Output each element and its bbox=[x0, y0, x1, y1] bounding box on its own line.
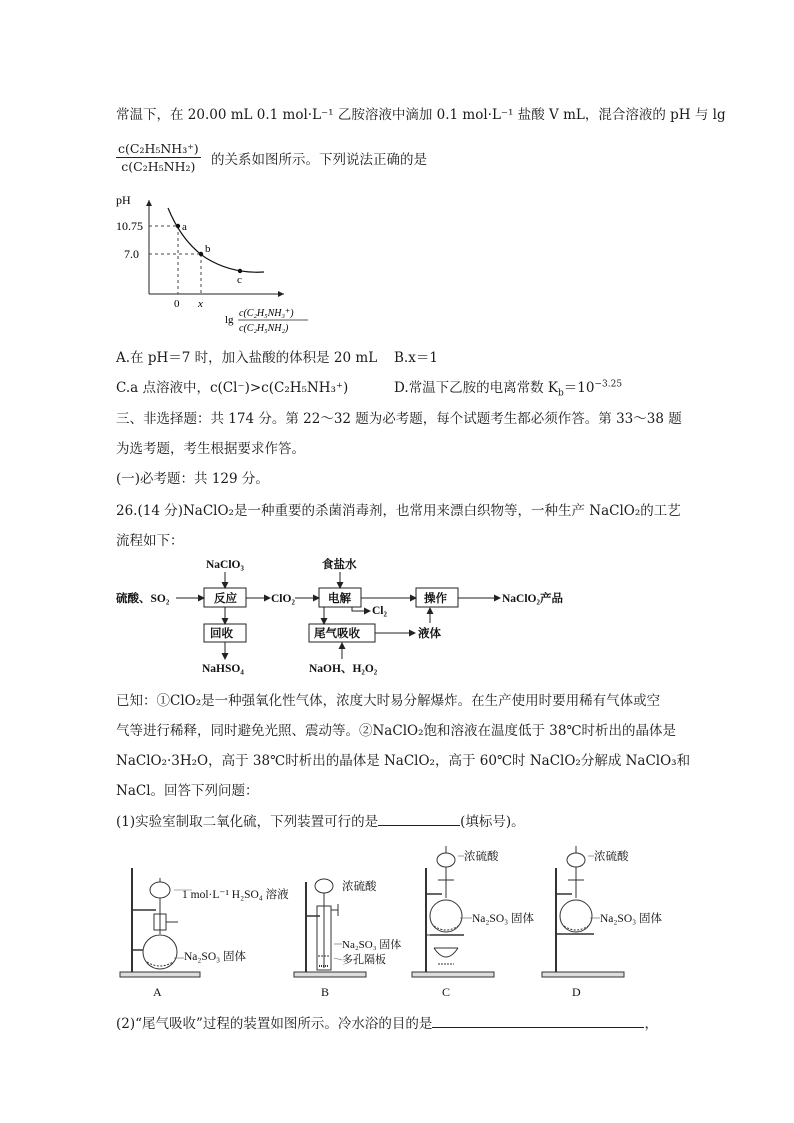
ph-curve bbox=[168, 208, 264, 272]
x-axis-label-numerator: c(C₂H₅NH₃⁺) bbox=[239, 308, 294, 319]
option-d-text: D.常温下乙胺的电离常数 K bbox=[394, 380, 559, 396]
section-heading-line: 三、非选择题：共 174 分。第 22～32 题为必考题，每个试题考生都必须作答。第 33～38 题 bbox=[116, 411, 682, 427]
apparatus-a-solid: Na₂SO₃ 固体 bbox=[184, 951, 247, 963]
point-b bbox=[199, 252, 203, 256]
option-d bbox=[394, 376, 622, 399]
answer-blank[interactable] bbox=[432, 1015, 644, 1028]
required-heading: (一)必考题：共 129 分。 bbox=[116, 471, 269, 487]
flow-reagents: NaOH、H₂O₂ bbox=[309, 663, 378, 675]
sub-question-2-text: (2)“尾气吸收”过程的装置如图所示。冷水浴的目的是 bbox=[116, 1016, 433, 1032]
apparatus-c-label: 浓硫酸 bbox=[464, 851, 499, 863]
sub-question-1-text: (1)实验室制取二氧化硫，下列装置可行的是 bbox=[116, 814, 379, 830]
apparatus-d-solid: Na₂SO₃ 固体 bbox=[600, 913, 663, 925]
x-axis-label-prefix: lg bbox=[225, 314, 234, 326]
apparatus-a-label: 1 mol·L⁻¹ H₂SO₄ 溶液 bbox=[182, 889, 289, 901]
section-heading-line: 为选考题，考生根据要求作答。 bbox=[116, 441, 305, 457]
fraction-denominator: c(C₂H₅NH₂) bbox=[121, 159, 196, 174]
option-c: C.a 点溶液中，c(Cl⁻)>c(C₂H₅NH₃⁺) bbox=[116, 380, 349, 396]
y-axis-arrow bbox=[146, 200, 152, 206]
point-label-c: c bbox=[237, 274, 242, 286]
apparatus-b-label: 浓硫酸 bbox=[342, 881, 377, 893]
flow-operation: 操作 bbox=[424, 593, 447, 605]
apparatus-d bbox=[542, 846, 624, 977]
point-label-a: a bbox=[182, 221, 187, 233]
ratio-fraction bbox=[116, 141, 201, 174]
flow-cl2: Cl₂ bbox=[372, 605, 387, 617]
fraction-bar bbox=[116, 157, 201, 158]
flow-clo2: ClO₂ bbox=[271, 593, 295, 605]
sub-question-2-suffix: ， bbox=[644, 1016, 658, 1032]
y-axis-label: pH bbox=[116, 193, 131, 207]
known-info-line: 已知：①ClO₂是一种强氧化性气体，浓度大时易分解爆炸。在生产使用时要用稀有气体或空 bbox=[116, 693, 661, 709]
sub-question-1-suffix: (填标号)。 bbox=[460, 814, 525, 830]
question-stem-tail: 的关系如图所示。下列说法正确的是 bbox=[211, 152, 427, 168]
known-info-line: NaCl。回答下列问题： bbox=[116, 783, 259, 799]
apparatus-b-plate: 多孔隔板 bbox=[342, 954, 386, 966]
sub-question-1 bbox=[116, 810, 525, 830]
option-b: B.x＝1 bbox=[394, 350, 438, 366]
apparatus-c bbox=[412, 846, 494, 977]
y-tick-label: 10.75 bbox=[116, 219, 143, 233]
option-d-equals: ＝10 bbox=[563, 380, 595, 396]
flow-naclo3: NaClO₃ bbox=[206, 559, 244, 571]
flow-liquid: 液体 bbox=[418, 628, 441, 640]
option-a: A.在 pH＝7 时，加入盐酸的体积是 20 mL bbox=[116, 350, 378, 366]
point-a bbox=[176, 224, 180, 228]
flow-nahso4: NaHSO₄ bbox=[202, 663, 244, 675]
option-d-subscript: b bbox=[558, 388, 564, 399]
fraction-numerator: c(C₂H₅NH₃⁺) bbox=[118, 141, 199, 156]
apparatus-d-label: 浓硫酸 bbox=[594, 851, 629, 863]
process-flow-diagram bbox=[114, 555, 584, 677]
apparatus-figure bbox=[112, 838, 682, 1004]
y-tick-label: 7.0 bbox=[124, 247, 139, 261]
x-tick-label: 0 bbox=[174, 298, 180, 310]
apparatus-c-solid: Na₂SO₃ 固体 bbox=[472, 913, 535, 925]
q26-stem-line: 流程如下： bbox=[116, 533, 184, 549]
sub-question-2 bbox=[116, 1012, 658, 1032]
question-stem-line: 常温下，在 20.00 mL 0.1 mol·L⁻¹ 乙胺溶液中滴加 0.1 mol·L⁻¹ 盐酸 V mL，混合溶液的 pH 与 lg bbox=[116, 107, 726, 123]
q26-stem-line: 26.(14 分)NaClO₂是一种重要的杀菌消毒剂，也常用来漂白织物等，一种生产 NaClO₂的工艺 bbox=[116, 503, 681, 519]
apparatus-b-solid: Na₂SO₃ 固体 bbox=[342, 939, 402, 951]
flow-tail-gas: 尾气吸收 bbox=[314, 628, 360, 640]
x-tick-label: x bbox=[198, 298, 203, 310]
point-label-b: b bbox=[205, 243, 211, 255]
flow-reaction: 反应 bbox=[214, 593, 237, 605]
answer-blank[interactable] bbox=[378, 813, 460, 826]
known-info-line: NaClO₂·3H₂O，高于 38℃时析出的晶体是 NaClO₂，高于 60℃时 NaClO₂分解成 NaClO₃和 bbox=[116, 753, 691, 769]
apparatus-a-name: A bbox=[153, 985, 162, 999]
arrow bbox=[352, 607, 370, 611]
x-axis-label-denominator: c(C₂H₅NH₂) bbox=[239, 323, 289, 334]
flow-product: NaClO₂产品 bbox=[502, 593, 563, 605]
flow-recovery: 回收 bbox=[210, 628, 233, 640]
option-d-exponent: −3.25 bbox=[594, 379, 623, 390]
point-c bbox=[238, 269, 242, 273]
apparatus-b-name: B bbox=[321, 985, 330, 999]
apparatus-c-name: C bbox=[442, 985, 451, 999]
flow-input: 硫酸、SO₂ bbox=[116, 593, 170, 605]
x-axis-arrow bbox=[278, 291, 284, 297]
flow-brine: 食盐水 bbox=[322, 559, 357, 571]
flow-electrolysis: 电解 bbox=[328, 593, 351, 605]
apparatus-d-name: D bbox=[572, 985, 581, 999]
known-info-line: 气等进行稀释，同时避免光照、震动等。②NaClO₂饱和溶液在温度低于 38℃时析出的晶体是 bbox=[116, 723, 677, 739]
ph-curve-chart bbox=[112, 190, 312, 336]
